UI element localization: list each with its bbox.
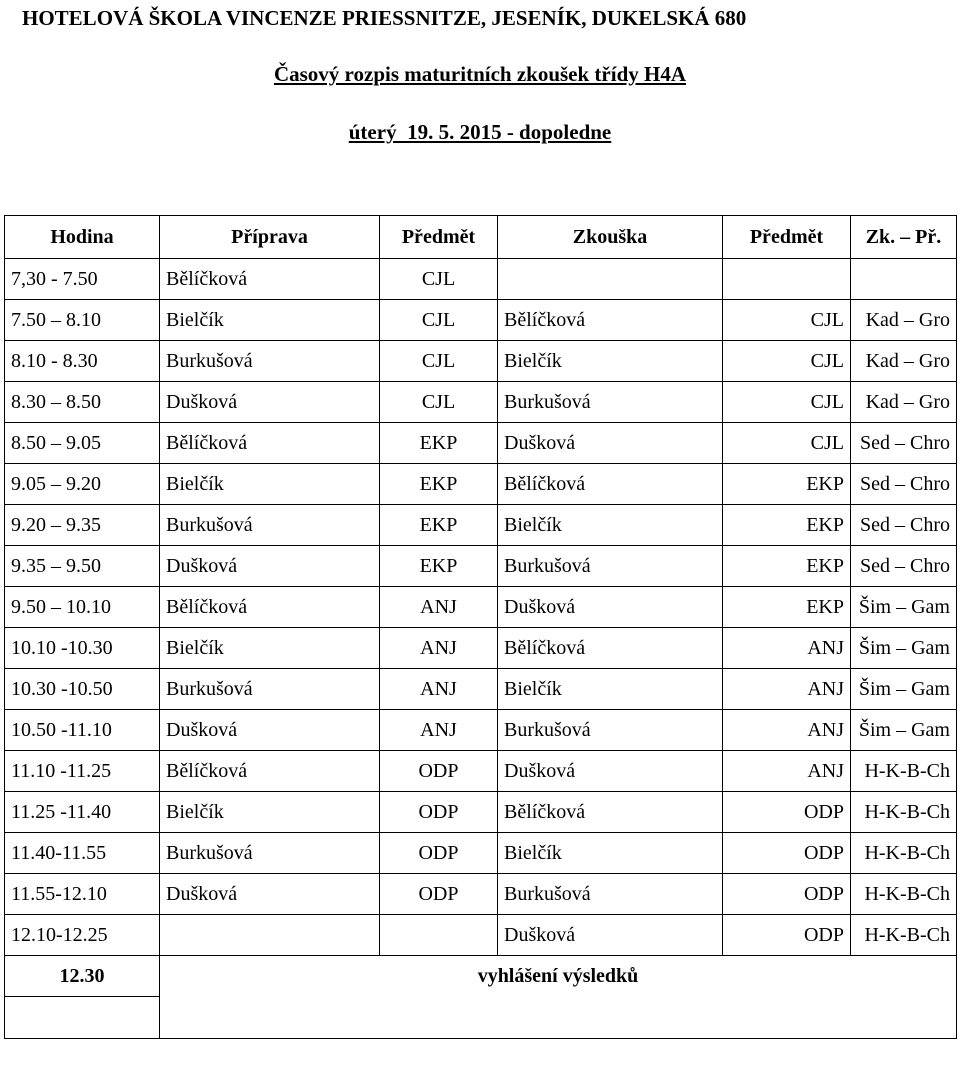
- table-row: [5, 546, 957, 587]
- preparation-cell: Burkušová: [160, 341, 380, 382]
- examiners-cell: Sed – Chro: [851, 464, 957, 505]
- table-row: [5, 710, 957, 751]
- table-row: [5, 505, 957, 546]
- column-header-subject: Předmět: [380, 216, 498, 259]
- examiners-cell: Šim – Gam: [851, 628, 957, 669]
- examiners-cell: Sed – Chro: [851, 423, 957, 464]
- examiners-cell: Sed – Chro: [851, 505, 957, 546]
- time-cell: 9.20 – 9.35: [5, 505, 160, 546]
- preparation-cell: Bielčík: [160, 792, 380, 833]
- exam-cell: Bělíčková: [498, 792, 723, 833]
- exam-cell: Dušková: [498, 915, 723, 956]
- subject-cell: CJL: [380, 382, 498, 423]
- table-row: [5, 341, 957, 382]
- preparation-cell: Bělíčková: [160, 751, 380, 792]
- empty-row: [5, 997, 957, 1039]
- exam-subject-cell: ANJ: [723, 751, 851, 792]
- examiners-cell: [851, 259, 957, 300]
- time-cell: 8.50 – 9.05: [5, 423, 160, 464]
- exam-cell: Bělíčková: [498, 628, 723, 669]
- subject-cell: ANJ: [380, 669, 498, 710]
- preparation-cell: Bělíčková: [160, 423, 380, 464]
- results-row: [5, 956, 957, 997]
- preparation-cell: Burkušová: [160, 669, 380, 710]
- examiners-cell: H-K-B-Ch: [851, 915, 957, 956]
- exam-subject-cell: [723, 259, 851, 300]
- exam-cell: Burkušová: [498, 710, 723, 751]
- examiners-cell: H-K-B-Ch: [851, 792, 957, 833]
- exam-subject-cell: CJL: [723, 300, 851, 341]
- subject-cell: CJL: [380, 300, 498, 341]
- schedule-body: [5, 259, 957, 1039]
- table-row: [5, 300, 957, 341]
- column-header-exam: Zkouška: [498, 216, 723, 259]
- exam-subject-cell: EKP: [723, 546, 851, 587]
- time-cell: 9.05 – 9.20: [5, 464, 160, 505]
- exam-subject-cell: EKP: [723, 505, 851, 546]
- examiners-cell: Šim – Gam: [851, 710, 957, 751]
- preparation-cell: Bělíčková: [160, 587, 380, 628]
- preparation-cell: Burkušová: [160, 833, 380, 874]
- exam-subject-cell: CJL: [723, 382, 851, 423]
- table-row: [5, 751, 957, 792]
- exam-schedule-table: [4, 215, 957, 1039]
- subject-cell: ODP: [380, 751, 498, 792]
- table-row: [5, 382, 957, 423]
- table-row: [5, 628, 957, 669]
- empty-cell: [5, 997, 160, 1039]
- exam-subject-cell: EKP: [723, 587, 851, 628]
- time-cell: 10.50 -11.10: [5, 710, 160, 751]
- exam-subject-cell: ANJ: [723, 710, 851, 751]
- examiners-cell: H-K-B-Ch: [851, 874, 957, 915]
- column-header-preparation: Příprava: [160, 216, 380, 259]
- exam-cell: Dušková: [498, 587, 723, 628]
- preparation-cell: Bielčík: [160, 300, 380, 341]
- examiners-cell: Sed – Chro: [851, 546, 957, 587]
- column-header-examiners: Zk. – Př.: [851, 216, 957, 259]
- time-cell: 11.10 -11.25: [5, 751, 160, 792]
- schedule-title: Časový rozpis maturitních zkoušek třídy H4A: [273, 62, 687, 86]
- examiners-cell: Kad – Gro: [851, 300, 957, 341]
- exam-subject-cell: ODP: [723, 915, 851, 956]
- exam-subject-cell: CJL: [723, 423, 851, 464]
- preparation-cell: Bielčík: [160, 464, 380, 505]
- exam-subject-cell: ODP: [723, 833, 851, 874]
- exam-cell: Dušková: [498, 751, 723, 792]
- schedule-date: úterý 19. 5. 2015 - dopoledne: [348, 120, 612, 144]
- subject-cell: EKP: [380, 546, 498, 587]
- preparation-cell: Dušková: [160, 382, 380, 423]
- exam-subject-cell: CJL: [723, 341, 851, 382]
- table-row: [5, 587, 957, 628]
- subject-cell: ANJ: [380, 628, 498, 669]
- time-cell: 8.10 - 8.30: [5, 341, 160, 382]
- preparation-cell: Bielčík: [160, 628, 380, 669]
- exam-subject-cell: ODP: [723, 874, 851, 915]
- subject-cell: CJL: [380, 259, 498, 300]
- time-cell: 7.50 – 8.10: [5, 300, 160, 341]
- exam-cell: Bielčík: [498, 669, 723, 710]
- subject-cell: ODP: [380, 792, 498, 833]
- examiners-cell: Šim – Gam: [851, 587, 957, 628]
- exam-cell: Burkušová: [498, 382, 723, 423]
- time-cell: 7,30 - 7.50: [5, 259, 160, 300]
- subject-cell: ANJ: [380, 587, 498, 628]
- exam-cell: Burkušová: [498, 874, 723, 915]
- table-row: [5, 669, 957, 710]
- exam-cell: Bělíčková: [498, 464, 723, 505]
- subject-cell: EKP: [380, 464, 498, 505]
- column-header-exam-subject: Předmět: [723, 216, 851, 259]
- subject-cell: [380, 915, 498, 956]
- subject-cell: ANJ: [380, 710, 498, 751]
- preparation-cell: Dušková: [160, 546, 380, 587]
- exam-subject-cell: ODP: [723, 792, 851, 833]
- column-header-hour: Hodina: [5, 216, 160, 259]
- exam-cell: Burkušová: [498, 546, 723, 587]
- time-cell: 12.10-12.25: [5, 915, 160, 956]
- exam-cell: [498, 259, 723, 300]
- school-name: HOTELOVÁ ŠKOLA VINCENZE PRIESSNITZE, JESENÍK, DUKELSKÁ 680: [22, 6, 747, 30]
- table-row: [5, 464, 957, 505]
- table-row: [5, 915, 957, 956]
- table-row: [5, 423, 957, 464]
- subject-cell: CJL: [380, 341, 498, 382]
- preparation-cell: [160, 915, 380, 956]
- time-cell: 8.30 – 8.50: [5, 382, 160, 423]
- exam-subject-cell: ANJ: [723, 628, 851, 669]
- preparation-cell: Dušková: [160, 874, 380, 915]
- time-cell: 11.40-11.55: [5, 833, 160, 874]
- exam-subject-cell: EKP: [723, 464, 851, 505]
- examiners-cell: Šim – Gam: [851, 669, 957, 710]
- exam-cell: Bielčík: [498, 833, 723, 874]
- exam-subject-cell: ANJ: [723, 669, 851, 710]
- time-cell: 11.25 -11.40: [5, 792, 160, 833]
- preparation-cell: Bělíčková: [160, 259, 380, 300]
- empty-cell: [160, 997, 957, 1039]
- preparation-cell: Burkušová: [160, 505, 380, 546]
- table-row: [5, 833, 957, 874]
- subject-cell: ODP: [380, 874, 498, 915]
- subject-cell: ODP: [380, 833, 498, 874]
- table-row: [5, 874, 957, 915]
- results-time-cell: 12.30: [5, 956, 160, 997]
- subject-cell: EKP: [380, 423, 498, 464]
- time-cell: 9.50 – 10.10: [5, 587, 160, 628]
- time-cell: 10.30 -10.50: [5, 669, 160, 710]
- results-announcement-cell: vyhlášení výsledků: [160, 956, 957, 997]
- exam-cell: Dušková: [498, 423, 723, 464]
- exam-cell: Bělíčková: [498, 300, 723, 341]
- time-cell: 9.35 – 9.50: [5, 546, 160, 587]
- examiners-cell: H-K-B-Ch: [851, 751, 957, 792]
- preparation-cell: Dušková: [160, 710, 380, 751]
- examiners-cell: Kad – Gro: [851, 382, 957, 423]
- subject-cell: EKP: [380, 505, 498, 546]
- table-header-row: [5, 216, 957, 259]
- table-row: [5, 792, 957, 833]
- table-row: [5, 259, 957, 300]
- exam-cell: Bielčík: [498, 505, 723, 546]
- time-cell: 11.55-12.10: [5, 874, 160, 915]
- exam-cell: Bielčík: [498, 341, 723, 382]
- time-cell: 10.10 -10.30: [5, 628, 160, 669]
- examiners-cell: Kad – Gro: [851, 341, 957, 382]
- examiners-cell: H-K-B-Ch: [851, 833, 957, 874]
